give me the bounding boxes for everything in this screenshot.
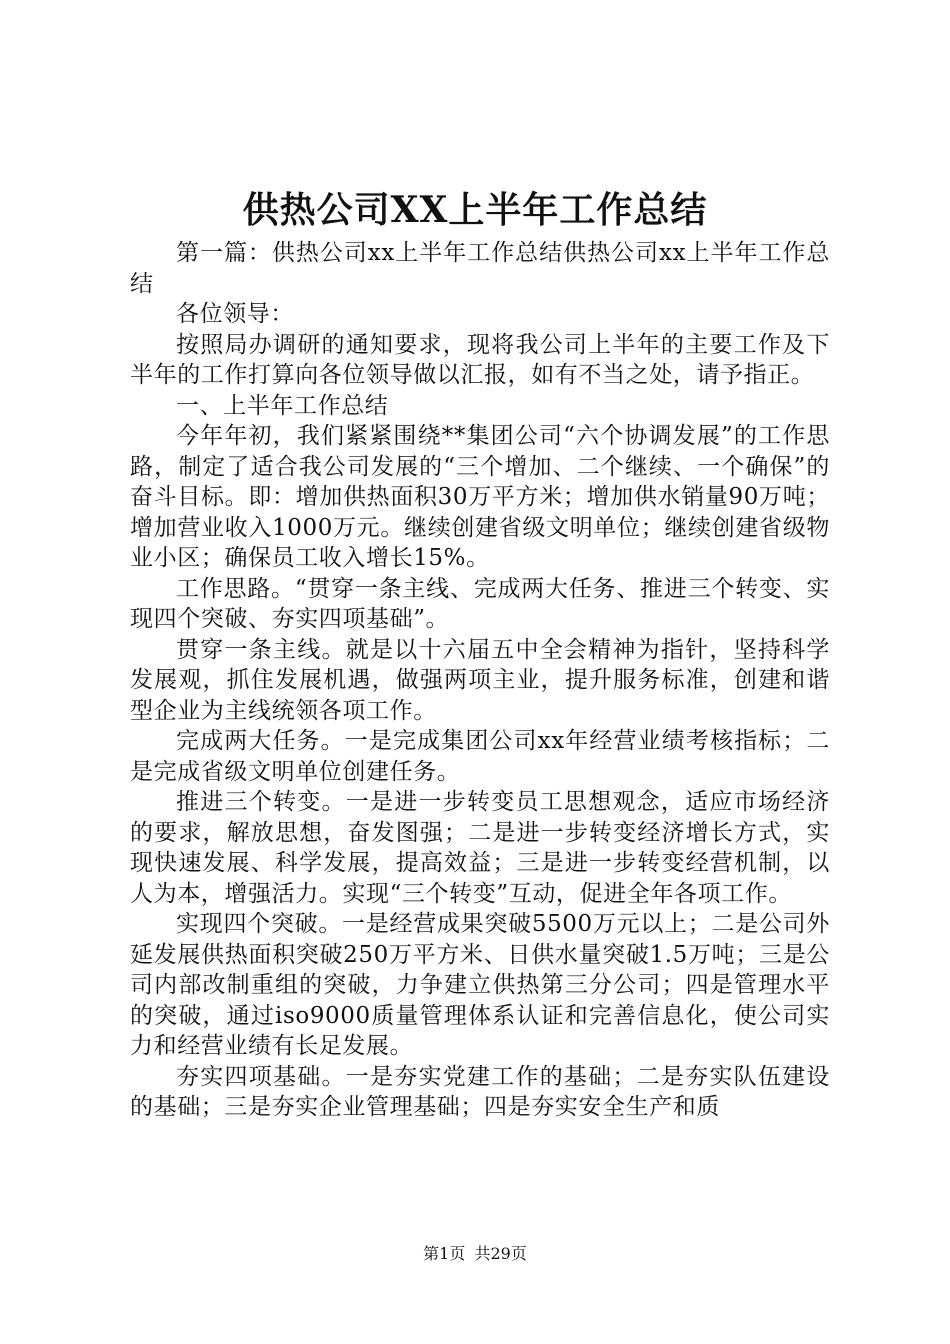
total-pages: 共29页 xyxy=(474,1244,527,1263)
paragraph: 今年年初，我们紧紧围绕**集团公司“六个协调发展”的工作思路，制定了适合我公司发展的“三个增加、二个继续、一个确保”的奋斗目标。即：增加供热面积30万平方米；增加供水销量90万吨；增加营业收入1000万元。继续创建省级文明单位；继续创建省级物业小区；确保员工收入增长15%。 xyxy=(130,423,830,571)
paragraph: 推进三个转变。一是进一步转变员工思想观念，适应市场经济的要求，解放思想，奋发图强；二是进一步转变经济增长方式，实现快速发展、科学发展，提高效益；三是进一步转变经营机制，以人为本，增强活力。实现“三个转变”互动，促进全年各项工作。 xyxy=(130,789,830,907)
page-number: 第1页 xyxy=(423,1244,466,1263)
paragraph: 一、上半年工作总结 xyxy=(176,392,389,419)
document-title: 供热公司XX上半年工作总结 xyxy=(242,189,708,231)
page-footer xyxy=(0,1244,950,1264)
paragraph: 完成两大任务。一是完成集团公司xx年经营业绩考核指标；二是完成省级文明单位创建任务。 xyxy=(130,728,830,785)
paragraph: 按照局办调研的通知要求，现将我公司上半年的主要工作及下半年的工作打算向各位领导做以汇报，如有不当之处，请予指正。 xyxy=(130,331,830,388)
paragraph: 贯穿一条主线。就是以十六届五中全会精神为指针，坚持科学发展观，抓住发展机遇，做强两项主业，提升服务标准，创建和谐型企业为主线统领各项工作。 xyxy=(130,636,830,724)
paragraph: 工作思路。“贯穿一条主线、完成两大任务、推进三个转变、实现四个突破、夯实四项基础”。 xyxy=(130,575,830,632)
paragraph: 夯实四项基础。一是夯实党建工作的基础；二是夯实队伍建设的基础；三是夯实企业管理基础；四是夯实安全生产和质 xyxy=(130,1063,830,1120)
paragraph: 第一篇：供热公司xx上半年工作总结供热公司xx上半年工作总结 xyxy=(130,240,830,297)
paragraph: 实现四个突破。一是经营成果突破5500万元以上；二是公司外延发展供热面积突破250万平方米、日供水量突破1.5万吨；三是公司内部改制重组的突破，力争建立供热第三分公司；四是管理水平的突破，通过iso9000质量管理体系认证和完善信息化，使公司实力和经营业绩有长足发展。 xyxy=(130,911,830,1059)
document-body xyxy=(130,238,830,1123)
paragraph: 各位领导： xyxy=(176,301,294,327)
